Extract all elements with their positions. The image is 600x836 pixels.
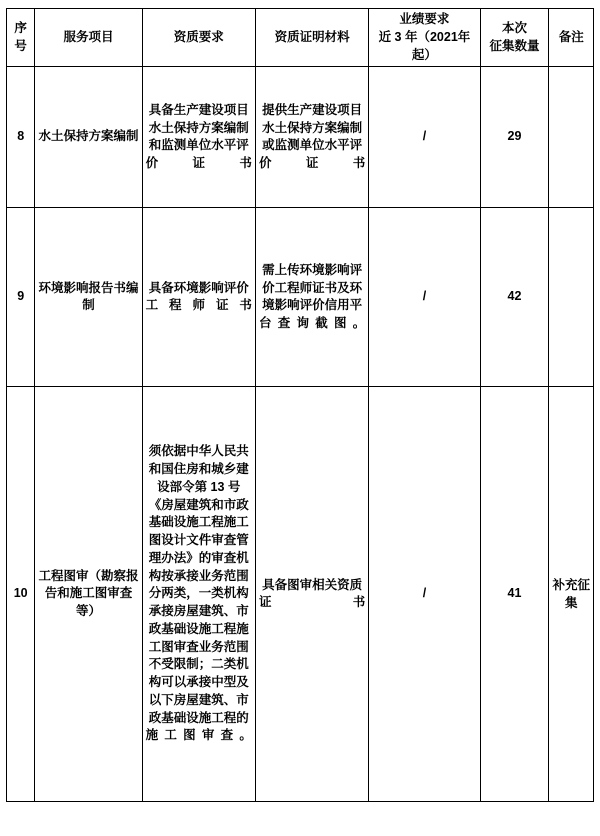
- row-note: [549, 67, 594, 208]
- row-item: 工程图审（勘察报告和施工图审查等）: [35, 387, 142, 802]
- table-body: [7, 67, 594, 802]
- header-count-line1: 本次: [501, 20, 527, 35]
- table-row: [7, 208, 594, 387]
- table-row: [7, 67, 594, 208]
- row-count: 29: [480, 67, 549, 208]
- header-performance-line1: 业绩要求: [399, 12, 450, 26]
- row-count: 41: [480, 387, 549, 802]
- header-performance: [369, 9, 480, 67]
- header-qualification: 资质要求: [142, 9, 255, 67]
- row-item: 环境影响报告书编制: [35, 208, 142, 387]
- requirements-table: [6, 8, 594, 802]
- row-note-text: 补充征集: [552, 577, 590, 611]
- header-count-line2: 征集数量: [489, 38, 540, 53]
- header-row: [7, 9, 594, 67]
- header-proof: 资质证明材料: [255, 9, 368, 67]
- row-count: 42: [480, 208, 549, 387]
- header-no: 序号: [7, 9, 35, 67]
- row-performance: /: [369, 208, 480, 387]
- table-row: [7, 387, 594, 802]
- row-no: 9: [7, 208, 35, 387]
- row-no: 8: [7, 67, 35, 208]
- row-no: 10: [7, 387, 35, 802]
- row-proof: 提供生产建设项目水土保持方案编制或监测单位水平评价证书: [255, 67, 368, 208]
- row-note: [549, 387, 594, 802]
- row-qualification: 具备环境影响评价工程师证书: [142, 208, 255, 387]
- header-count: [480, 9, 549, 67]
- header-item: 服务项目: [35, 9, 142, 67]
- row-proof: 具备图审相关资质证书: [255, 387, 368, 802]
- row-note: [549, 208, 594, 387]
- table-header: [7, 9, 594, 67]
- row-performance: /: [369, 67, 480, 208]
- row-proof: 需上传环境影响评价工程师证书及环境影响评价信用平台查询截图。: [255, 208, 368, 387]
- row-performance: /: [369, 387, 480, 802]
- row-qualification: 须依据中华人民共和国住房和城乡建设部令第 13 号《房屋建筑和市政基础设施工程施工图设计文件审查管理办法》的审查机构按承接业务范围分两类，一类机构承接房屋建筑、市政基础设施工程施工图审查业务范围不受限制；二类机构可以承接中型及以下房屋建筑、市政基础设施工程的施工图审查。: [142, 387, 255, 802]
- header-performance-line2: 近 3 年（2021年起）: [378, 29, 471, 62]
- row-item: 水土保持方案编制: [35, 67, 142, 208]
- row-qualification: 具备生产建设项目水土保持方案编制和监测单位水平评价证书: [142, 67, 255, 208]
- header-note: 备注: [549, 9, 594, 67]
